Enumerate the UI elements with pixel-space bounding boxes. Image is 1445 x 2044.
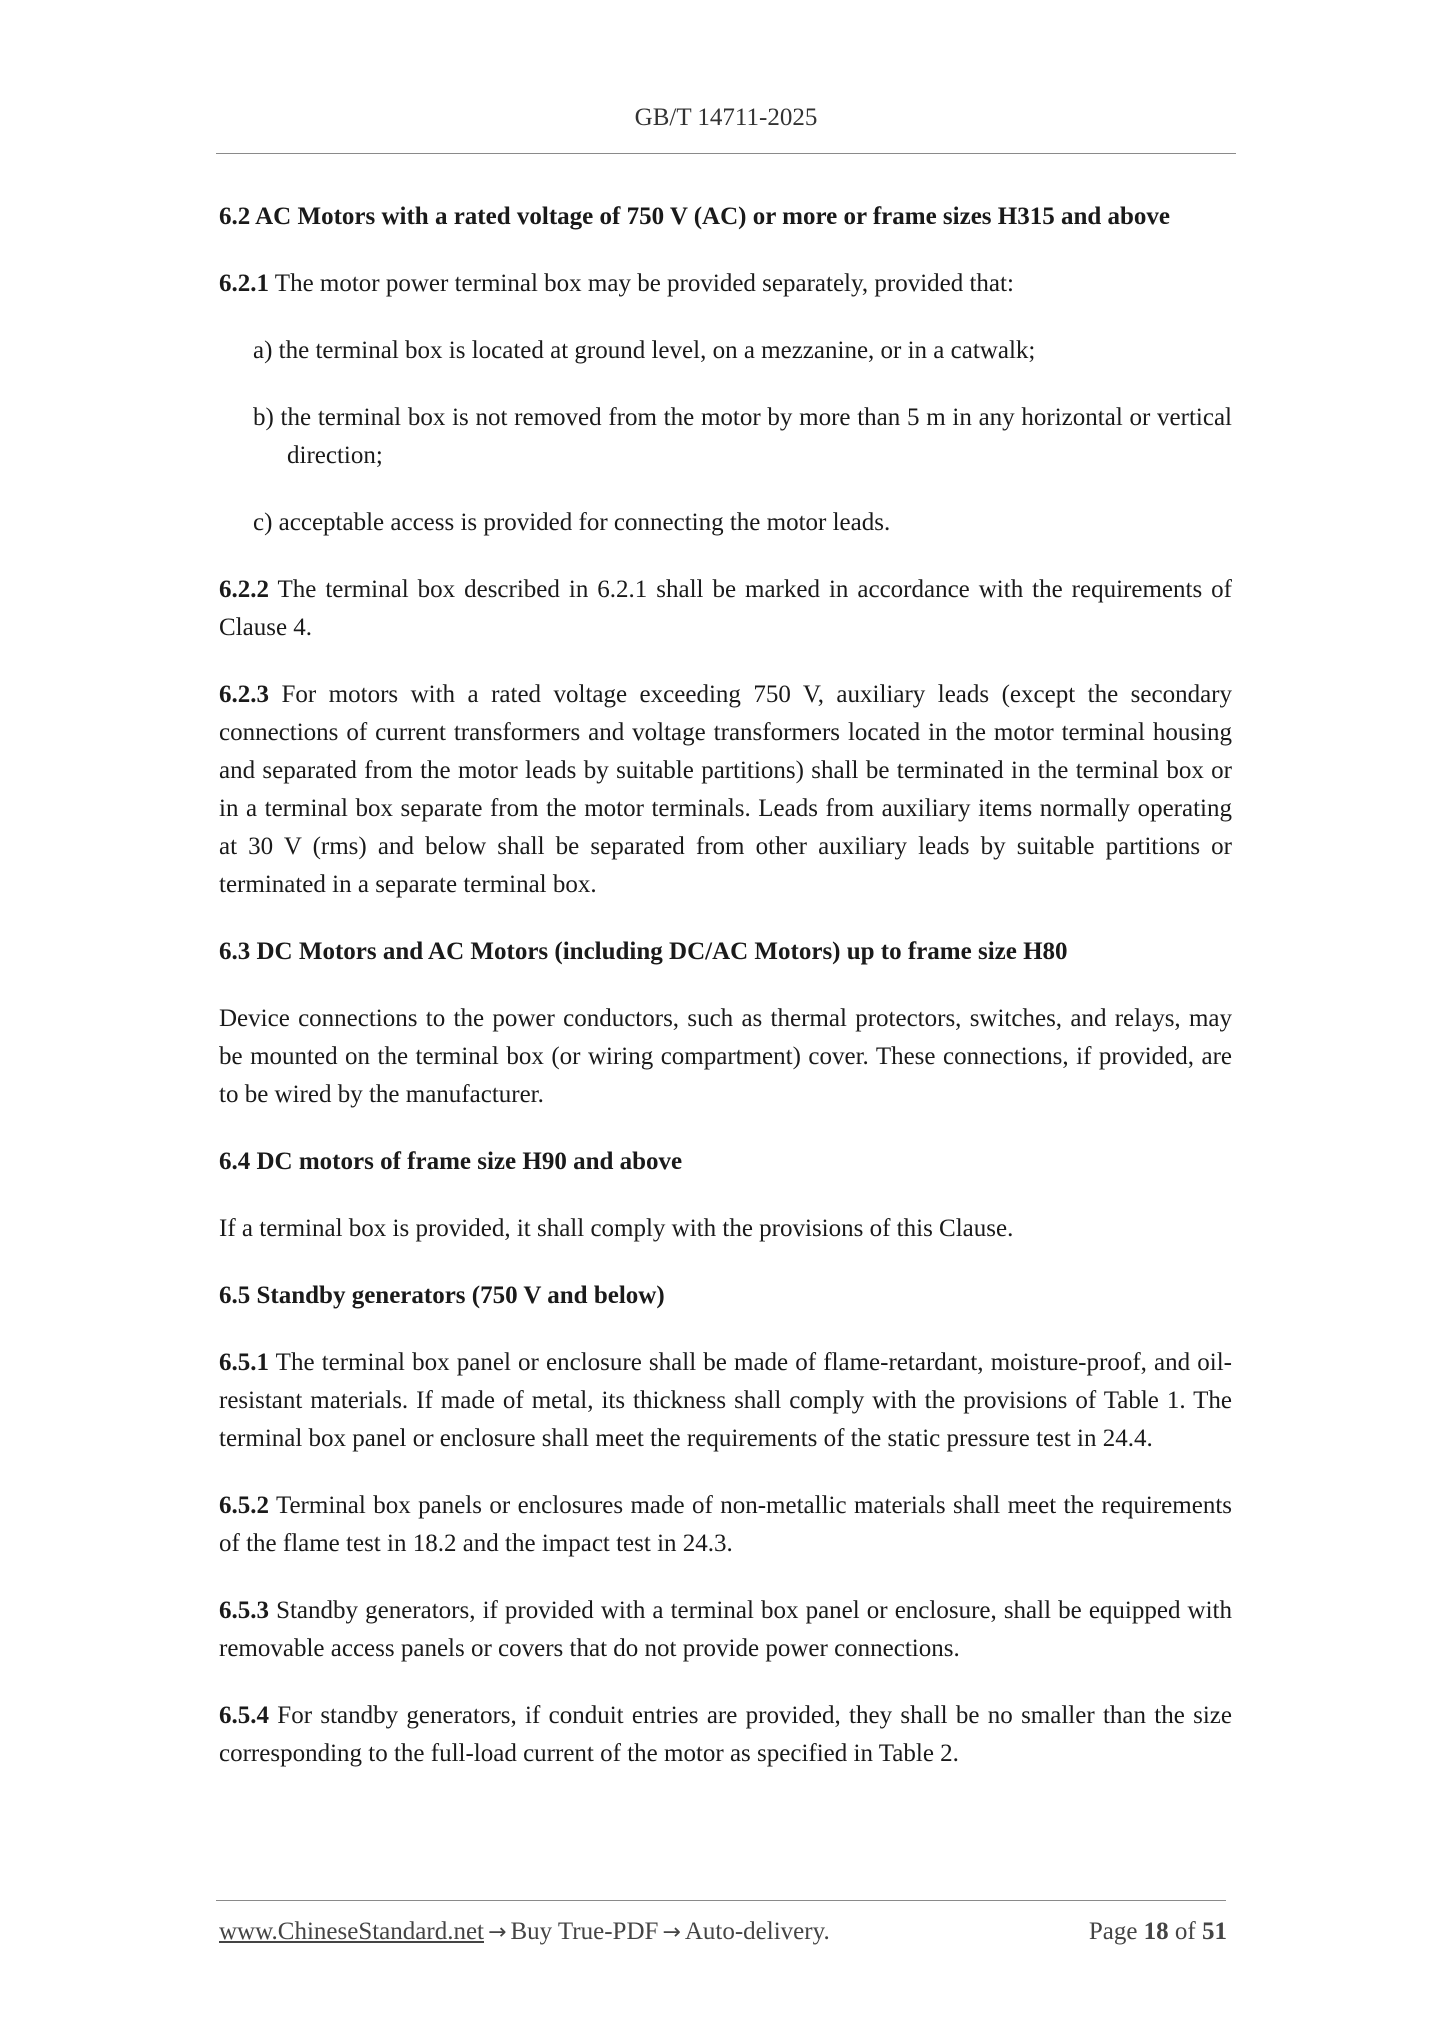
footer-divider: [216, 1900, 1226, 1901]
clause-6-2-1: [219, 265, 1232, 303]
clause-6-2-2: [219, 571, 1232, 647]
section-6-2-heading: 6.2 AC Motors with a rated voltage of 750 V (AC) or more or frame sizes H315 and above: [219, 203, 1171, 230]
section-6-5-heading: 6.5 Standby generators (750 V and below): [219, 1282, 665, 1309]
list-item-c: c) acceptable access is provided for connecting the motor leads.: [253, 509, 891, 536]
list-item-b: b) the terminal box is not removed from the motor by more than 5 m in any horizontal or vertical direction;: [253, 404, 1232, 469]
document-header-title: GB/T 14711-2025: [634, 104, 818, 131]
clause-text: The terminal box described in 6.2.1 shall be marked in accordance with the requirements of Clause 4.: [219, 576, 1232, 641]
clause-text: Standby generators, if provided with a terminal box panel or enclosure, shall be equipped with removable access panels or covers that do not provide power connections.: [219, 1597, 1232, 1662]
clause-number: 6.5.4: [219, 1702, 269, 1729]
clause-number: 6.2.1: [219, 270, 269, 297]
arrow-right-icon: →: [488, 1920, 507, 1945]
clause-number: 6.5.2: [219, 1492, 269, 1519]
section-6-4-heading: 6.4 DC motors of frame size H90 and above: [219, 1148, 683, 1175]
clause-6-2-3: [219, 676, 1232, 904]
arrow-right-icon: →: [662, 1920, 681, 1945]
clause-number: 6.2.3: [219, 681, 269, 708]
clause-6-5-4: [219, 1697, 1232, 1773]
clause-text: Terminal box panels or enclosures made of non-metallic materials shall meet the requirements of the flame test in 18.2 and the impact test in 24.3.: [219, 1492, 1232, 1557]
page-number: [1089, 1918, 1227, 1946]
clause-text: For standby generators, if conduit entries are provided, they shall be no smaller than the size corresponding to the full-load current of the motor as specified in Table 2.: [219, 1702, 1232, 1767]
clause-number: 6.5.1: [219, 1349, 269, 1376]
clause-text: The motor power terminal box may be provided separately, provided that:: [269, 270, 1014, 297]
total-pages: 51: [1202, 1918, 1227, 1945]
section-6-4-text: If a terminal box is provided, it shall comply with the provisions of this Clause.: [219, 1215, 1014, 1242]
website-link[interactable]: www.ChineseStandard.net: [219, 1918, 484, 1945]
clause-6-5-3: [219, 1592, 1232, 1668]
buy-pdf-text: Buy True-PDF: [510, 1918, 659, 1945]
page-label: Page: [1088, 1918, 1138, 1945]
section-6-3-heading: 6.3 DC Motors and AC Motors (including DC/AC Motors) up to frame size H80: [219, 938, 1068, 965]
list-item-a: a) the terminal box is located at ground level, on a mezzanine, or in a catwalk;: [253, 337, 1036, 364]
clause-number: 6.2.2: [219, 576, 269, 603]
clause-text: The terminal box panel or enclosure shall be made of flame-retardant, moisture-proof, and oil-resistant materials. If made of metal, its thickness shall comply with the provisions of Table 1. The terminal box panel or enclosure shall meet the requirements of the static pressure test in 24.4.: [219, 1349, 1232, 1452]
auto-delivery-text: Auto-delivery.: [684, 1918, 830, 1945]
header-divider: [216, 153, 1236, 154]
clause-text: For motors with a rated voltage exceeding 750 V, auxiliary leads (except the secondary connections of current transformers and voltage transformers located in the motor terminal housing and separated from the motor leads by suitable partitions) shall be terminated in the terminal box or in a terminal box separate from the motor terminals. Leads from auxiliary items normally operating at 30 V (rms) and below shall be separated from other auxiliary leads by suitable partitions or terminated in a separate terminal box.: [219, 681, 1232, 898]
clause-number: 6.5.3: [219, 1597, 269, 1624]
clause-6-5-1: [219, 1344, 1232, 1458]
current-page: 18: [1143, 1918, 1169, 1945]
clause-6-5-2: [219, 1487, 1232, 1563]
footer-promo: [219, 1918, 830, 1946]
of-label: of: [1174, 1918, 1196, 1945]
section-6-3-text: Device connections to the power conductors, such as thermal protectors, switches, and relays, may be mounted on the terminal box (or wiring compartment) cover. These connections, if provided, are to be wired by the manufacturer.: [219, 1005, 1232, 1108]
document-body: [219, 198, 1232, 1802]
